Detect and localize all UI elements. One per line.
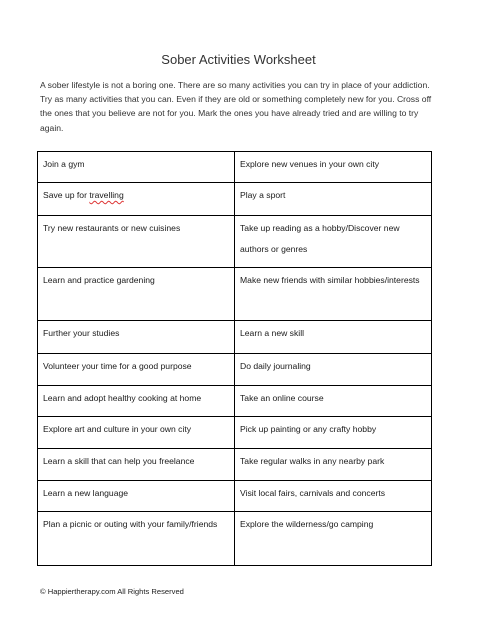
table-row <box>38 417 432 449</box>
activity-cell: Plan a picnic or outing with your family/friends <box>38 512 235 566</box>
table-row <box>38 481 432 512</box>
activity-cell: Volunteer your time for a good purpose <box>38 354 235 386</box>
table-row <box>38 354 432 386</box>
intro-paragraph: A sober lifestyle is not a boring one. There are so many activities you can try in place of your addiction. Try as many activities that you can. Even if they are old or something completely new for you. Cross off the ones that you believe are not for you. Mark the ones you have already tried and are willing to try again. <box>40 80 432 133</box>
worksheet-title: Sober Activities Worksheet <box>161 52 316 67</box>
activity-cell: Do daily journaling <box>235 354 432 386</box>
activity-cell: Take regular walks in any nearby park <box>235 449 432 481</box>
activity-cell: Learn and adopt healthy cooking at home <box>38 386 235 417</box>
copyright-footer: © Happiertherapy.com All Rights Reserved <box>40 587 184 596</box>
activities-table <box>37 151 432 566</box>
activity-cell: Explore art and culture in your own city <box>38 417 235 449</box>
activity-cell: Learn a new language <box>38 481 235 512</box>
table-row <box>38 152 432 183</box>
activity-cell: Pick up painting or any crafty hobby <box>235 417 432 449</box>
activity-cell <box>38 183 235 216</box>
table-row <box>38 321 432 354</box>
spellcheck-flagged-word: travelling <box>89 190 124 200</box>
activity-cell: Join a gym <box>38 152 235 183</box>
activity-cell: Explore the wilderness/go camping <box>235 512 432 566</box>
activity-text: Save up for <box>43 190 90 200</box>
activity-cell: Explore new venues in your own city <box>235 152 432 183</box>
table-row <box>38 183 432 216</box>
activity-cell: Play a sport <box>235 183 432 216</box>
table-row <box>38 268 432 321</box>
activity-cell: Take an online course <box>235 386 432 417</box>
table-row <box>38 386 432 417</box>
activity-cell: Take up reading as a hobby/Discover new authors or genres <box>235 216 432 268</box>
table-row <box>38 449 432 481</box>
table-row <box>38 512 432 566</box>
activity-cell: Try new restaurants or new cuisines <box>38 216 235 268</box>
activity-cell: Make new friends with similar hobbies/interests <box>235 268 432 321</box>
activity-cell: Learn a skill that can help you freelance <box>38 449 235 481</box>
activity-cell: Learn and practice gardening <box>38 268 235 321</box>
activity-cell: Further your studies <box>38 321 235 354</box>
table-row <box>38 216 432 268</box>
activity-cell: Learn a new skill <box>235 321 432 354</box>
activity-cell: Visit local fairs, carnivals and concerts <box>235 481 432 512</box>
